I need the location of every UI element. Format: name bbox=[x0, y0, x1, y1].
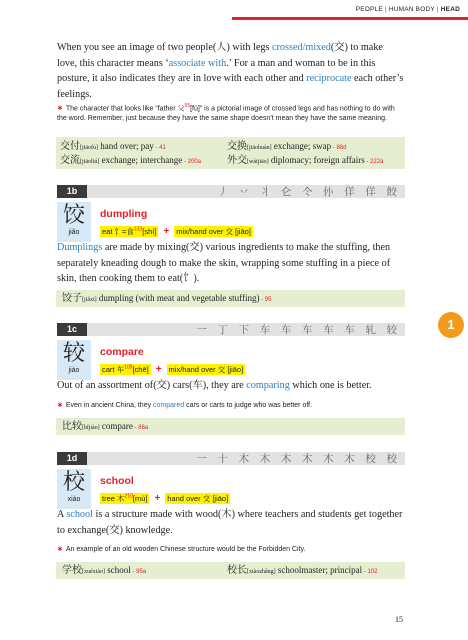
vocab-box-1b bbox=[56, 290, 405, 307]
note-school: ∗ An example of an old wooden Chinese structure would be the Forbidden City. bbox=[57, 546, 306, 553]
plus-sign: + bbox=[154, 492, 161, 504]
component-2: mix/hand over 交 [jiāo] bbox=[176, 226, 251, 236]
keyword-crossed-mixed: crossed/mixed bbox=[272, 42, 331, 53]
character: 较 bbox=[62, 341, 85, 366]
vocab-item: 学校[xuéxiào] school - 95a bbox=[62, 565, 147, 576]
asterisk-icon: ∗ bbox=[57, 546, 63, 553]
component-1: cart 车$^{108}$[chē] bbox=[102, 364, 149, 374]
plus-sign: + bbox=[163, 225, 170, 237]
note-compare: ∗ Even in ancient China, they compared cars or carts to judge who was better off. bbox=[57, 402, 313, 409]
paragraph-dumpling: Dumplings are made by mixing(交) various ingredients to make the stuffing, then separately kneading dough to make the skin, wrapping some stuffing in a piece of skin, then cooking them to eat(饣). bbox=[57, 242, 391, 285]
keyword-comparing: comparing bbox=[246, 380, 290, 391]
vocab-item: 外交[wàijiāo] diplomacy; foreign affairs - 222a bbox=[227, 155, 384, 166]
running-header: PEOPLE | HUMAN BODY | HEAD bbox=[355, 6, 460, 13]
vocab-box-1d bbox=[56, 562, 405, 579]
component-2: hand over 交 [jiāo] bbox=[167, 493, 229, 503]
plus-sign: + bbox=[155, 363, 162, 375]
vocab-item: 饺子[jiǎxi] dumpling (with meat and vegetable stuffing) - 95 bbox=[62, 293, 272, 304]
section-bar-1d bbox=[57, 452, 405, 465]
vocab-item: 交付[jiāofù] hand over; pay - 41 bbox=[60, 141, 166, 152]
vocab-box-top bbox=[56, 137, 405, 169]
stroke-order: 丿 丷 丬 仑 仒 仦 佯 佯 餃 bbox=[217, 187, 401, 198]
section-bar-1b bbox=[57, 185, 405, 198]
components bbox=[100, 361, 245, 376]
keyword-dumplings: Dumplings bbox=[57, 242, 103, 253]
header-head: HEAD bbox=[440, 6, 460, 13]
section-label: 1c bbox=[57, 323, 87, 336]
pinyin: xiào bbox=[67, 496, 81, 503]
character: 校 bbox=[62, 470, 85, 495]
vocab-item: 校长[xiàozhǎng] schoolmaster; principal - 102 bbox=[227, 565, 378, 576]
section-bar-1c bbox=[57, 323, 405, 336]
character-card bbox=[57, 469, 91, 509]
entry-title: dumpling bbox=[100, 208, 148, 220]
component-1: tree 木$^{210}$[mù] bbox=[102, 493, 148, 503]
paragraph-school: A school is a structure made with wood(木) where teachers and students get together to exchange(交) knowledge. bbox=[57, 509, 403, 536]
intro-paragraph: When you see an image of two people(人) with legs crossed/mixed(交) to make love, this character means ‘associate with.’ For a man and woman to be in this posture, it also indicates they are in love with each other and reciprocate each other’s feelings. bbox=[57, 42, 404, 100]
intro-note: ∗ The character that looks like “father 父$^{55}$[fù]” is a pictorial image of crossed legs and has nothing to do with the word. Remember, just because they have the same shape doesn’t mean they have the same meaning. bbox=[57, 103, 395, 122]
keyword-reciprocate: reciprocate bbox=[306, 73, 352, 85]
character-card bbox=[57, 340, 91, 380]
asterisk-icon: ∗ bbox=[57, 105, 63, 113]
component-2: mix/hand over 交 [jiāo] bbox=[168, 364, 244, 374]
chapter-tab[interactable]: 1 bbox=[438, 312, 464, 338]
entry-title: school bbox=[100, 475, 134, 487]
keyword-associate-with: associate with bbox=[168, 57, 227, 69]
header-human-body: HUMAN BODY bbox=[388, 6, 435, 13]
vocab-item: 比较[bǐjiào] compare - 86a bbox=[62, 421, 149, 432]
vocab-box-1c bbox=[56, 418, 405, 435]
header-rule bbox=[232, 17, 468, 20]
character-card bbox=[57, 202, 91, 242]
page-number: 15 bbox=[395, 615, 403, 624]
header-people: PEOPLE bbox=[355, 6, 383, 13]
entry-title: compare bbox=[100, 346, 144, 358]
pinyin: jiào bbox=[68, 367, 80, 374]
vocab-item: 交流[jiāoliú] exchange; interchange - 200a bbox=[60, 155, 201, 166]
components bbox=[100, 223, 253, 238]
character: 饺 bbox=[62, 203, 85, 228]
components bbox=[100, 490, 230, 505]
section-label: 1b bbox=[57, 185, 87, 198]
stroke-order: 一 丁 下 车 车 车 车 车 轧 较 bbox=[196, 325, 401, 336]
component-1: eat 饣=食$^{132}$[shí] bbox=[102, 226, 157, 236]
section-label: 1d bbox=[57, 452, 87, 465]
stroke-order: 一 十 木 木 木 木 木 木 校 校 bbox=[196, 454, 401, 465]
keyword-school: school bbox=[66, 509, 93, 520]
paragraph-compare: Out of an assortment of(交) cars(车), they are comparing which one is better. bbox=[57, 380, 372, 391]
vocab-item: 交换[jiāohuàn] exchange; swap - 88d bbox=[227, 141, 347, 152]
pinyin: jiǎo bbox=[68, 229, 80, 236]
asterisk-icon: ∗ bbox=[57, 402, 63, 409]
